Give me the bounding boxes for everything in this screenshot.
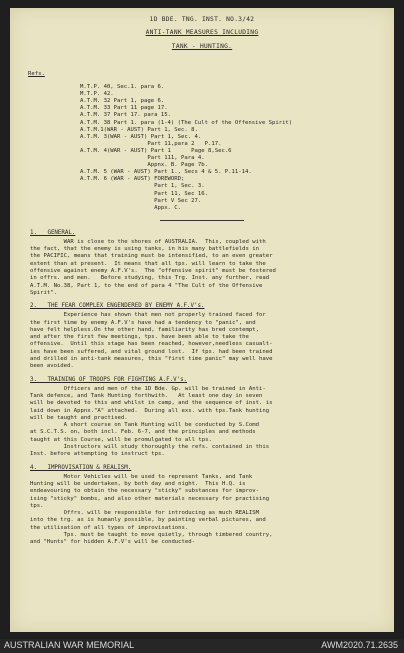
section-text-line: A.T.M. No.38, Part 1, to the end of para 4 "The Cult of the Offensive [30, 282, 263, 289]
section-text-line: into the trg. as is humanly possible, by painting verbal pictures, and [30, 517, 266, 524]
section-text-line: offensive against enemy A.F.V's. The "offensive spirit" must be fostered [30, 268, 276, 274]
section-text-line: laid down in Appnx."A" attached. During all exs. with tps.Tank hunting [30, 407, 270, 414]
reference-line: A.T.M. 32 Part 1, page 6. [80, 98, 165, 105]
section-text-line: at S.C.T.S. on, both incl. Feb. 6-7, and the principles and methods [30, 429, 256, 436]
section-text-line: and drilled in anti-tank measures, this "first time panic" may well have [30, 356, 273, 362]
document-page [10, 8, 394, 632]
section-text-line: A short course on Tank Hunting will be conducted by S.Comd [30, 422, 260, 429]
section-text-line: Tank defence, and Tank Hunting forthwith. At least one day in seven [30, 392, 263, 399]
reference-line: A.T.M. 3(WAR - AUST) Part 1, Sec. 4. [80, 133, 202, 140]
section-text-line: in offrs. and men. Before studying, this Trg. Inst. any further, read [30, 275, 270, 282]
archive-footer [0, 639, 404, 653]
reference-line: A.T.M. 6 (WAR - AUST) FOREWORD; [80, 176, 185, 183]
reference-line: A.T.M. 37 Part 17. para 15. [80, 112, 171, 119]
reference-line: Appx. C. [80, 204, 182, 211]
refs-label: Refs. [28, 71, 45, 77]
reference-line: Part 1, Sec. 3. [80, 183, 205, 190]
section-text-line: Spirit". [30, 289, 57, 296]
section-text-line: and after the first few meetings, tps. have been able to take the [30, 334, 249, 341]
section-text-line: ising "sticky" bombs, and also other materials necessary for practising [30, 495, 270, 502]
doc-header: 1D BDE. TNG. INST. NO.3/42 [149, 16, 255, 23]
section-heading: 2. THE FEAR COMPLEX ENGENDERED BY ENEMY A.F.V's. [30, 303, 205, 310]
doc-subtitle: TANK - HUNTING. [171, 43, 233, 50]
reference-line: A.T.M. 5 (WAR - AUST) Part 1., Secs 4 & 5. P.11-14. [80, 169, 252, 176]
section-text-line: the first time by enemy A.F.V's have had a tendency to "panic", and [30, 319, 256, 326]
separator-rule [160, 220, 244, 221]
section-text-line: Experience has shown that men not properly trained faced for [30, 312, 266, 319]
section-text-line: offensive. Until this stage has been reached, however,needless casualt- [30, 341, 273, 348]
reference-line: A.T.M. 33 Part 11 page 17. [80, 105, 168, 112]
reference-line: Part V Sec 27. [80, 197, 202, 204]
section-text-line: will be taught and practised. [30, 414, 128, 421]
section-text-line: will be devoted to this and whilst in camp, and the sequence of inst. is [30, 400, 273, 407]
section-text-line: have felt helpless.On the other hand, familiarity has bred contempt, [30, 326, 260, 333]
section-heading: 3. TRAINING OF TROOPS FOR FIGHTING A.F.V's. [30, 376, 188, 383]
section-text-line: the utilisation of all types of improvisations. [30, 524, 189, 531]
section-heading: 1. GENERAL. [30, 229, 76, 236]
section-text-line: Instructors will study thoroughly the refs. contained in this [30, 444, 270, 450]
reference-line: A.T.M.1(WAR - AUST) Part 1, Sec. 8. [80, 126, 198, 133]
section-text-line: Hunting will be undertaken, by both day and night. This H.Q. is [30, 480, 246, 487]
reference-line: Part 111, Para 4. [80, 155, 205, 161]
section-text-line: Motor Vehicles will be used to represent Tanks, and Tank [30, 473, 253, 480]
footer-institution: AUSTRALIAN WAR MEMORIAL [4, 640, 135, 650]
section-heading: 4. IMPROVISATION & REALISM. [30, 464, 132, 471]
section-text-line: the fact, that the enemy is using tanks, in his many battlefields in [30, 246, 260, 253]
section-text-line: extent than at present. It means that all tps. will learn to take the [30, 260, 266, 267]
section-text-line: Inst. before attempting to instruct tps. [30, 451, 165, 458]
section-text-line: WAR is close to the shores of AUSTRALIA. This, coupled with [30, 238, 266, 245]
section-text-line: ies have been suffered, and vital ground lost. If tps. had been trained [30, 348, 273, 355]
section-text-line: Tps. must be taught to move quietly, through timbered country, [30, 532, 273, 538]
reference-line: A.T.M. 4(WAR - AUST) Part 1 Page 8,Sec.6 [80, 147, 232, 154]
section-text-line: been avoided. [30, 363, 74, 370]
section-text-line: Officers and men of the 1D Bde. Gp. will be trained in Anti- [30, 385, 266, 392]
footer-accession-number: AWM2020.71.2635 [321, 640, 398, 650]
reference-line: Part 11, Sec 16. [80, 190, 208, 197]
section-text-line: taught at this Course, will be promulgated to all tps. [30, 436, 212, 443]
reference-line: M.T.P. 40, Sec.1. para 6. [80, 84, 165, 90]
section-text-line: tps. [30, 502, 44, 509]
doc-title: ANTI-TANK MEASURES INCLUDING [145, 29, 259, 36]
section-text-line: endeavouring to obtain the necessary "sticky" substances for improv- [30, 488, 260, 495]
section-text-line: and "Hunts" for hidden A.F.V's will be conducted- [30, 539, 196, 546]
reference-line: Part 11,para 2 P.17. [80, 140, 222, 147]
reference-line: Appnx. B. Page 7b. [80, 162, 208, 169]
section-text-line: the PACIFIC, means that training must be intensified, to an even greater [30, 253, 273, 260]
reference-line: M.T.P. 42. [80, 91, 114, 98]
reference-line: A.T.M. 38 Part 1. para (1-4) (The Cult of the Offensive Spirit) [80, 119, 293, 126]
section-text-line: Offrs. will be responsible for introducing as much REALISM [30, 510, 260, 517]
